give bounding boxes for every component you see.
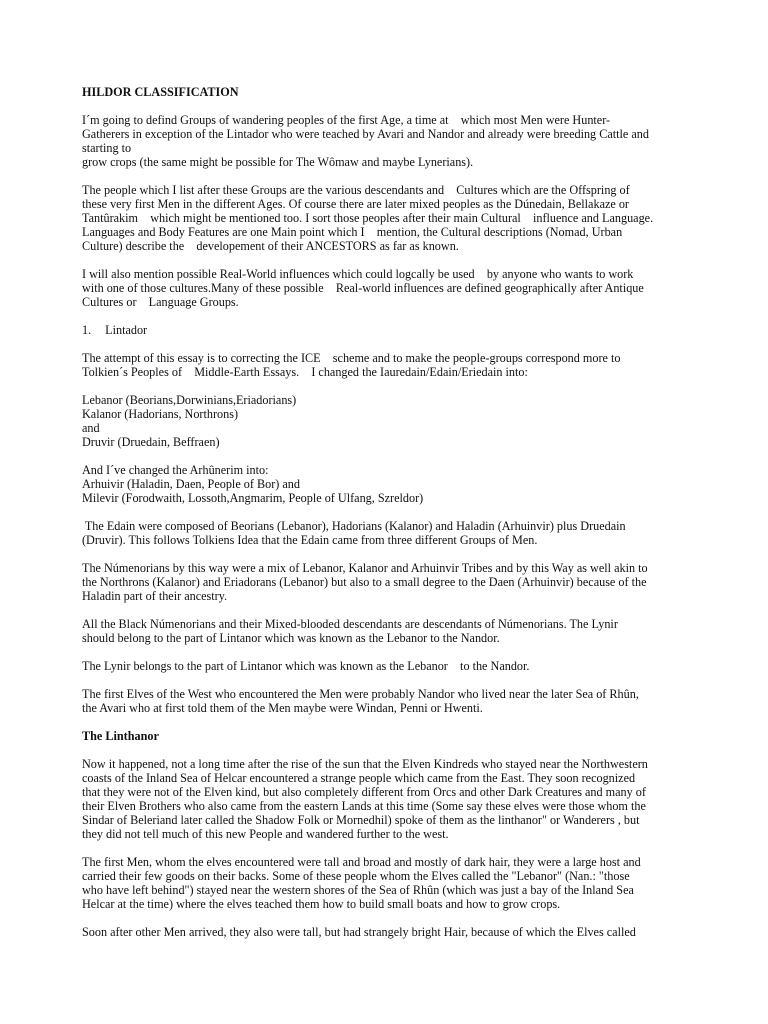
text-line: with one of those cultures.Many of these possible Real-world influences are defined geographically after Antique bbox=[82, 281, 644, 295]
text-line: The people which I list after these Groups are the various descendants and Cultures which are the Offspring of bbox=[82, 183, 630, 197]
text-line: that they were not of the Elven kind, but also completely different from Orcs and other Dark Creatures and many of bbox=[82, 785, 646, 799]
text-line: (Druvir). This follows Tolkiens Idea that the Edain came from three different Groups of Men. bbox=[82, 533, 538, 547]
text-line: should belong to the part of Lintanor which was known as the Lebanor to the Nandor. bbox=[82, 631, 500, 645]
section2-paragraph-1 bbox=[82, 757, 688, 841]
section1-paragraph-3 bbox=[82, 561, 688, 603]
text-line: I will also mention possible Real-World influences which could logcally be used by anyone who wants to work bbox=[82, 267, 634, 281]
text-line: The attempt of this essay is to correcting the ICE scheme and to make the people-groups correspond more to bbox=[82, 351, 621, 365]
document-page bbox=[82, 85, 688, 953]
text-line: the Avari who at first told them of the Men maybe were Windan, Penni or Hwenti. bbox=[82, 701, 483, 715]
text-line: Cultures or Language Groups. bbox=[82, 295, 239, 309]
text-line: starting to bbox=[82, 141, 132, 155]
list-item: And I´ve changed the Arhûnerim into: bbox=[82, 463, 269, 477]
text-line: their Elven Brothers who also came from the eastern Lands at this time (Some say these elves were those whom the bbox=[82, 799, 646, 813]
section-number: 1. bbox=[82, 323, 92, 337]
text-line: who have left behind") stayed near the western shores of the Sea of Rhûn (which was just a bay of the Inland Sea bbox=[82, 883, 634, 897]
intro-paragraph-3 bbox=[82, 267, 688, 309]
list-item: Arhuivir (Haladin, Daen, People of Bor) and bbox=[82, 477, 300, 491]
text-line: the Northrons (Kalanor) and Eriadorans (Lebanor) but also to a small degree to the Daen (Arhuinvir) because of the bbox=[82, 575, 647, 589]
text-line: grow crops (the same might be possible for The Wômaw and maybe Lynerians). bbox=[82, 155, 474, 169]
text-line: Languages and Body Features are one Main point which I mention, the Cultural descriptions (Nomad, Urban bbox=[82, 225, 623, 239]
document-title: HILDOR CLASSIFICATION bbox=[82, 85, 239, 99]
section-heading-linthanor: The Linthanor bbox=[82, 729, 159, 743]
intro-paragraph-1 bbox=[82, 113, 688, 169]
text-line: I´m going to defind Groups of wandering peoples of the first Age, a time at which most Men were Hunter- bbox=[82, 113, 611, 127]
section1-paragraph-4 bbox=[82, 617, 688, 645]
section2-paragraph-3 bbox=[82, 925, 688, 939]
text-line: Helcar at the time) where the elves teached them how to build small boats and how to grow crops. bbox=[82, 897, 561, 911]
text-line: they did not tell much of this new People and wandered further to the west. bbox=[82, 827, 449, 841]
text-line: Tolkien´s Peoples of Middle-Earth Essays. I changed the Iauredain/Edain/Eriedain into: bbox=[82, 365, 528, 379]
text-line: The Edain were composed of Beorians (Lebanor), Hadorians (Kalanor) and Haladin (Arhuinvir) plus Druedain bbox=[82, 519, 626, 533]
text-line: Sindar of Beleriand later called the Shadow Folk or Mornedhil) spoke of them as the linthanor" or Wanderers , but bbox=[82, 813, 640, 827]
list-item: Kalanor (Hadorians, Northrons) bbox=[82, 407, 239, 421]
section1-paragraph-1 bbox=[82, 351, 688, 379]
text-line: The first Men, whom the elves encountered were tall and broad and mostly of dark hair, they were a large host and bbox=[82, 855, 641, 869]
text-line: Tantûrakim which might be mentioned too. I sort those peoples after their main Cultural influence and Language. bbox=[82, 211, 654, 225]
text-line: these very first Men in the different Ages. Of course there are later mixed peoples as the Dúnedain, Bellakaze or bbox=[82, 197, 629, 211]
list-item: Druvir (Druedain, Beffraen) bbox=[82, 435, 220, 449]
list-item: Milevir (Forodwaith, Lossoth,Angmarim, People of Ulfang, Szreldor) bbox=[82, 491, 424, 505]
lebanor-kalanor-list bbox=[82, 393, 688, 449]
section-heading-lintador bbox=[82, 323, 688, 337]
text-line: All the Black Númenorians and their Mixed-blooded descendants are descendants of Númenorians. The Lynir bbox=[82, 617, 618, 631]
section-name: Lintador bbox=[105, 323, 148, 337]
text-line: Haladin part of their ancestry. bbox=[82, 589, 228, 603]
section1-paragraph-6 bbox=[82, 687, 688, 715]
text-line: Now it happened, not a long time after the rise of the sun that the Elven Kindreds who stayed near the Northwestern bbox=[82, 757, 648, 771]
text-line: The Númenorians by this way were a mix of Lebanor, Kalanor and Arhuinvir Tribes and by this Way as well akin to bbox=[82, 561, 648, 575]
text-line: Soon after other Men arrived, they also were tall, but had strangely bright Hair, because of which the Elves called bbox=[82, 925, 636, 939]
section2-paragraph-2 bbox=[82, 855, 688, 911]
intro-paragraph-2 bbox=[82, 183, 688, 253]
section1-paragraph-2 bbox=[82, 519, 688, 547]
text-line: The Lynir belongs to the part of Lintanor which was known as the Lebanor to the Nandor. bbox=[82, 659, 530, 673]
text-line: coasts of the Inland Sea of Helcar encountered a strange people which came from the East. They soon recognized bbox=[82, 771, 636, 785]
text-line: Gatherers in exception of the Lintador who were teached by Avari and Nandor and already were breeding Cattle and bbox=[82, 127, 649, 141]
list-item: Lebanor (Beorians,Dorwinians,Eriadorians) bbox=[82, 393, 297, 407]
text-line: Culture) describe the developement of their ANCESTORS as far as known. bbox=[82, 239, 459, 253]
arhuivir-milevir-list bbox=[82, 463, 688, 505]
section1-paragraph-5 bbox=[82, 659, 688, 673]
text-line: The first Elves of the West who encountered the Men were probably Nandor who lived near the later Sea of Rhûn, bbox=[82, 687, 639, 701]
list-item: and bbox=[82, 421, 100, 435]
text-line: carried their few goods on their backs. Some of these people whom the Elves called the "Lebanor" (Nan.: "those bbox=[82, 869, 630, 883]
